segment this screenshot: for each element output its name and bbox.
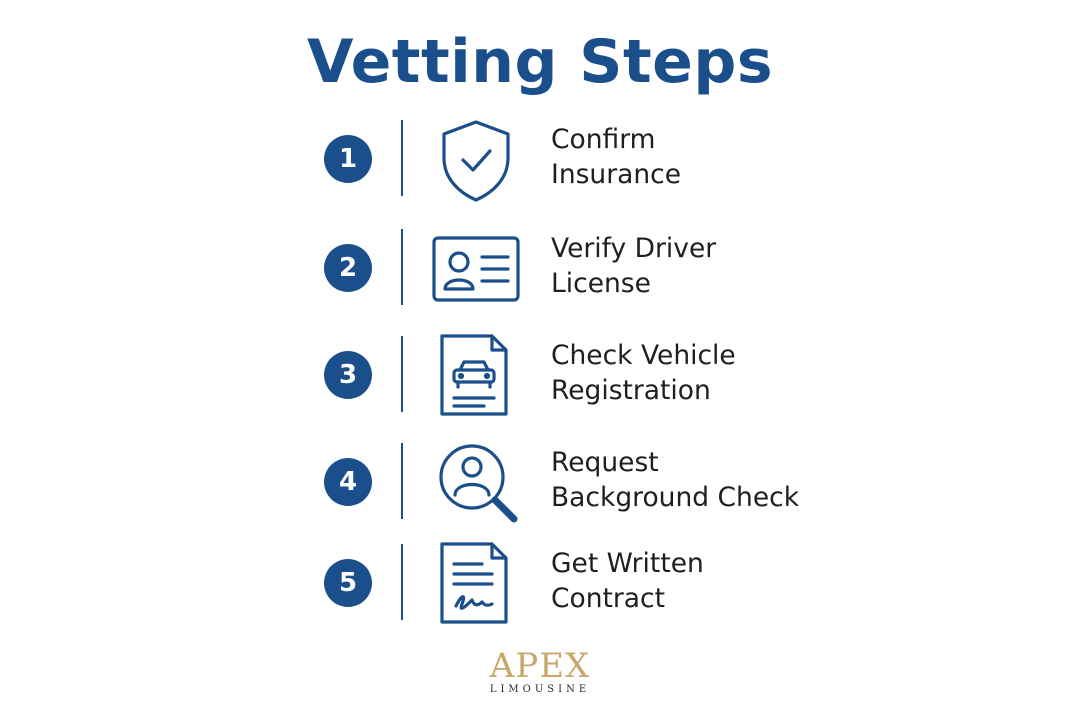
step-divider bbox=[401, 443, 403, 519]
step-background-check bbox=[0, 441, 1080, 521]
step-written-contract bbox=[0, 542, 1080, 622]
step-divider bbox=[401, 544, 403, 620]
vehicle-document-icon bbox=[428, 334, 524, 418]
step-label-line1: Get Written bbox=[551, 548, 704, 579]
step-label-line1: Verify Driver bbox=[551, 233, 717, 264]
logo-wordmark: APEX bbox=[489, 646, 591, 686]
step-check-registration bbox=[0, 334, 1080, 414]
step-label-line2: Insurance bbox=[551, 159, 682, 190]
step-divider bbox=[401, 120, 403, 196]
step-label bbox=[551, 338, 736, 408]
step-number: 5 bbox=[324, 559, 372, 607]
signed-contract-icon bbox=[428, 542, 524, 626]
apex-limousine-logo bbox=[440, 648, 640, 696]
step-label-line2: Registration bbox=[551, 375, 711, 406]
step-label-line2: Contract bbox=[551, 583, 665, 614]
step-label bbox=[551, 546, 704, 616]
logo-subtitle: LIMOUSINE bbox=[489, 684, 591, 695]
id-card-icon bbox=[428, 227, 524, 311]
step-label-line2: Background Check bbox=[551, 482, 800, 513]
step-number: 3 bbox=[324, 351, 372, 399]
step-label-line1: Confirm bbox=[551, 124, 656, 155]
step-number: 4 bbox=[324, 458, 372, 506]
step-number: 1 bbox=[324, 135, 372, 183]
step-divider bbox=[401, 229, 403, 305]
step-label-line1: Check Vehicle bbox=[551, 340, 736, 371]
page-title: Vetting Steps bbox=[306, 27, 774, 97]
step-label bbox=[551, 231, 716, 301]
step-label-line1: Request bbox=[551, 447, 659, 478]
step-label-line2: License bbox=[551, 268, 651, 299]
step-divider bbox=[401, 336, 403, 412]
shield-check-icon bbox=[428, 118, 524, 202]
step-label bbox=[551, 445, 799, 515]
step-number: 2 bbox=[324, 244, 372, 292]
step-confirm-insurance bbox=[0, 118, 1080, 198]
step-verify-license bbox=[0, 227, 1080, 307]
step-label bbox=[551, 122, 681, 192]
person-magnifier-icon bbox=[428, 441, 524, 525]
